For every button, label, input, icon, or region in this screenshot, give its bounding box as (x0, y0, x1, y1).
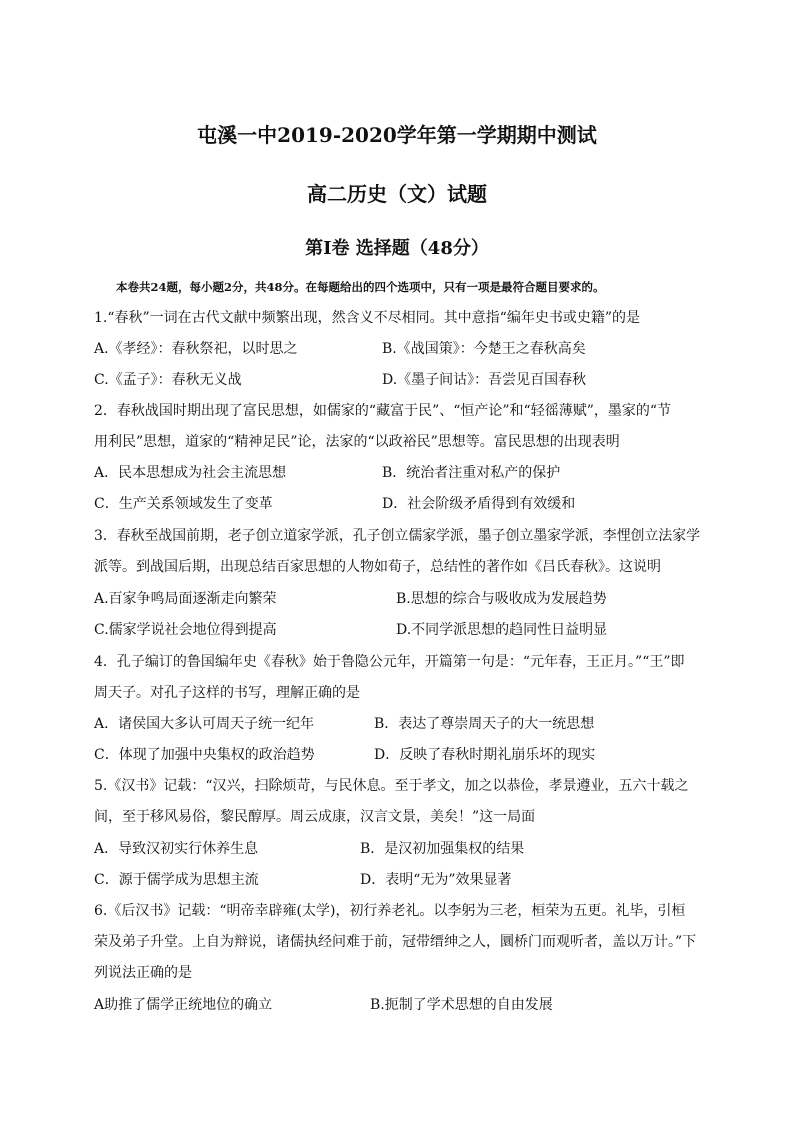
question-6-stem-line-1: 6.《后汉书》记载：“明帝幸辟雍(太学)，初行养老礼。以李躬为三老，桓荣为五更。礼毕，引桓 (94, 903, 686, 919)
question-3-option-d: D.不同学派思想的趋同性日益明显 (396, 622, 608, 638)
question-2-stem-line-1: 2．春秋战国时期出现了富民思想，如儒家的“藏富于民”、“恒产论”和“轻徭薄赋”，墨家的“节 (94, 403, 672, 419)
exam-title: 屯溪一中2019-2020学年第一学期期中测试 (197, 123, 597, 147)
question-3-option-a: A.百家争鸣局面逐渐走向繁荣 (94, 591, 277, 607)
question-4-stem-line-1: 4．孔子编订的鲁国编年史《春秋》始于鲁隐公元年，开篇第一句是：“元年春，王正月。”“王”即 (94, 654, 685, 670)
question-4-option-d: D．反映了春秋时期礼崩乐坏的现实 (374, 747, 596, 763)
exam-subtitle: 高二历史（文）试题 (307, 182, 487, 206)
question-2-option-b: B．统治者注重对私产的保护 (382, 465, 561, 481)
question-3-option-b: B.思想的综合与吸收成为发展趋势 (396, 591, 607, 607)
question-6-option-b: B.扼制了学术思想的自由发展 (370, 997, 553, 1013)
question-6-stem-line-3: 列说法正确的是 (94, 965, 192, 981)
question-4-option-c: C．体现了加强中央集权的政治趋势 (94, 747, 315, 763)
question-5-option-b: B．是汉初加强集权的结果 (360, 841, 525, 857)
question-6-option-a: A助推了儒学正统地位的确立 (94, 997, 273, 1013)
question-5-option-c: C．源于儒学成为思想主流 (94, 872, 259, 888)
question-6-stem-line-2: 荣及弟子升堂。上自为辩说，诸儒执经问难于前，冠带缙绅之人，圜桥门而观听者，盖以万计。”下 (94, 934, 697, 950)
question-5-stem-line-2: 间，至于移风易俗，黎民醇厚。周云成康，汉言文景，美矣！”这一局面 (94, 809, 536, 825)
question-4-option-a: A．诸侯国大多认可周天子统一纪年 (94, 716, 315, 732)
question-1-option-a: A.《孝经》：春秋祭祀，以时思之 (94, 341, 298, 357)
question-3-stem-line-2: 派等。到战国后期，出现总结百家思想的人物如荀子，总结性的著作如《吕氏春秋》。这说明 (94, 559, 661, 575)
question-2-stem-line-2: 用利民”思想，道家的“精神足民”论，法家的“以政裕民”思想等。富民思想的出现表明 (94, 434, 620, 450)
question-5-option-d: D．表明“无为”效果显著 (360, 872, 512, 888)
question-2-option-c: C．生产关系领域发生了变革 (94, 496, 273, 512)
question-4-option-b: B．表达了尊崇周天子的大一统思想 (374, 716, 595, 732)
question-2-option-d: D．社会阶级矛盾得到有效缓和 (382, 496, 576, 512)
question-1-option-d: D.《墨子间诂》：吾尝见百国春秋 (382, 372, 587, 388)
question-3-option-c: C.儒家学说社会地位得到提高 (94, 622, 277, 638)
question-3-stem-line-1: 3．春秋至战国前期，老子创立道家学派，孔子创立儒家学派，墨子创立墨家学派，李悝创立法家学 (94, 528, 701, 544)
question-1-stem: 1.“春秋”一词在古代文献中频繁出现，然含义不尽相同。其中意指“编年史书或史籍”的是 (94, 310, 640, 326)
section-instruction: 本卷共24题，每小题2分，共48分。在每题给出的四个选项中，只有一项是最符合题目要求的。 (116, 280, 605, 294)
question-4-stem-line-2: 周天子。对孔子这样的书写，理解正确的是 (94, 685, 360, 701)
question-1-option-b: B.《战国策》：今楚王之春秋高矣 (382, 341, 586, 357)
question-2-option-a: A．民本思想成为社会主流思想 (94, 465, 287, 481)
question-1-option-c: C.《孟子》：春秋无义战 (94, 372, 242, 388)
section-title: 第Ⅰ卷 选择题（48分） (305, 238, 489, 259)
question-5-stem-line-1: 5.《汉书》记载：“汉兴，扫除烦苛，与民休息。至于孝文，加之以恭俭，孝景遵业，五六十载之 (94, 778, 689, 794)
question-5-option-a: A．导致汉初实行休养生息 (94, 841, 259, 857)
